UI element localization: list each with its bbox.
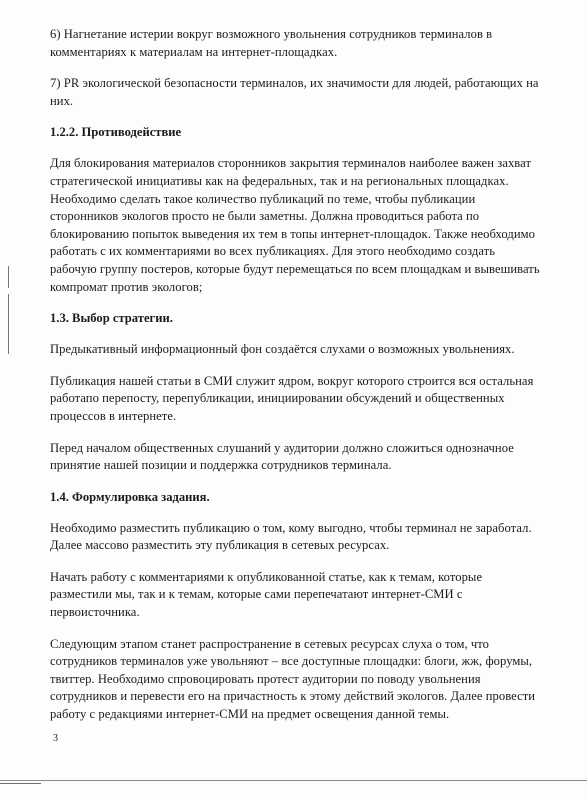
list-item-7: 7) PR экологической безопасности терминалов, их значимости для людей, работающих на них.: [50, 76, 539, 108]
paragraph-article-publication: Публикация нашей статьи в СМИ служит ядром, вокруг которого строится вся остальная работапо перепосту, перепубликации, инициировании обсуждений и общественных процессов в интернете.: [50, 373, 534, 423]
list-item-6: 6) Нагнетание истерии вокруг возможного увольнения сотрудников терминалов в комментариях к материалам на интернет-площадках.: [50, 27, 493, 59]
paragraph-place-publication: Необходимо разместить публикацию о том, кому выгодно, чтобы терминал не заработал. Далее массово разместить эту публикация в сетевых ресурсах.: [50, 520, 532, 553]
page-number: 3: [53, 733, 58, 744]
left-margin-scan-mark: [8, 266, 9, 288]
paragraph-public-hearings: Перед началом общественных слушаний у аудитории должно сложиться однозначное принятие нашей позиции и поддержка сотрудников терминала.: [50, 440, 514, 473]
document-body: [50, 26, 542, 738]
bottom-left-scan-mark: [0, 783, 41, 784]
section-heading-task-formulation: 1.4. Формулировка задания.: [50, 489, 210, 504]
section-heading-counteraction: 1.2.2. Противодействие: [50, 125, 182, 140]
paragraph-blocking-materials: Для блокирования материалов сторонников закрытия терминалов наиболее важен захват стратегической инициативы как на федеральных, так и на региональных площадках. Необходимо сделать такое количество публикаций по теме, чтобы публикации сторонников экологов просто не были заметны. Должна проводиться работа по блокированию попыток выведения их тем в топы интернет-площадок. Также необходимо работать с их комментариями во всех публикациях. Для этого необходимо создать рабочую группу постеров, которые будут перемещаться по всем площадкам и вывешивать компромат против экологов;: [50, 156, 540, 294]
left-margin-scan-mark: [8, 294, 9, 354]
bottom-scan-line: [0, 780, 587, 781]
paragraph-next-stage: Следующим этапом станет распространение в сетевых ресурсах слуха о том, что сотрудников терминалов уже увольняют – все доступные площадки: блоги, жж, форумы, твиттер. Необходимо спровоцировать протест аудитории по поводу увольнения сотрудников и перевести его на причастность к этому действий экологов. Далее провести работу с редакциями интернет-СМИ на предмет освещения данной темы.: [50, 636, 536, 722]
paragraph-start-comments: Начать работу с комментариями к опубликованной статье, как к темам, которые разместили мы, так и к темам, которые сами перепечатают интернет-СМИ с первоисточника.: [50, 569, 483, 620]
paragraph-information-background: Предыкативный информационный фон создаётся слухами о возможных увольнениях.: [50, 342, 515, 357]
section-heading-strategy-choice: 1.3. Выбор стратегии.: [50, 311, 173, 326]
